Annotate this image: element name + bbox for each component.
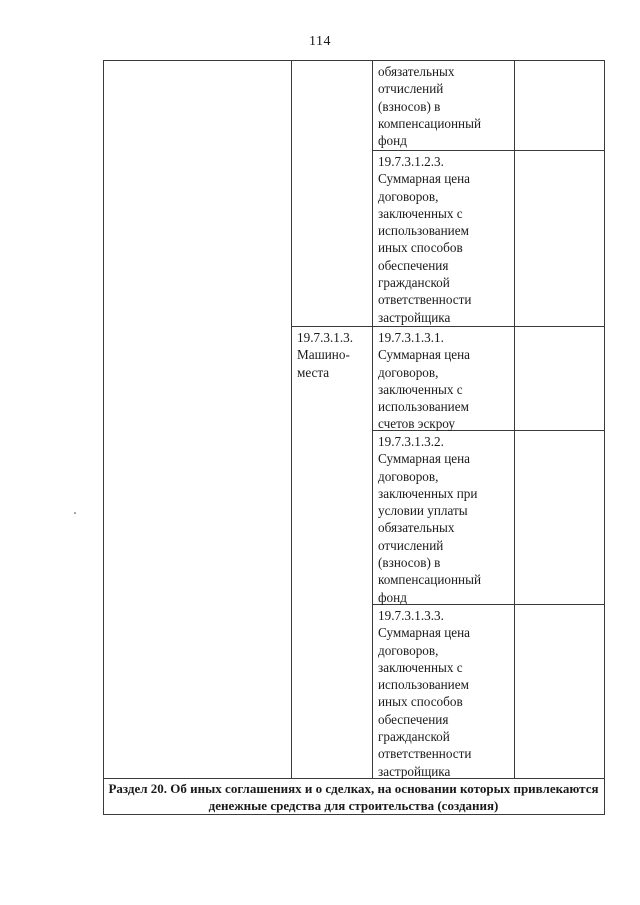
- cell-contributions-fund: обязательных отчислений (взносов) в компенсационный фонд: [378, 64, 482, 149]
- section-row-bottom: [103, 814, 605, 815]
- page-number: 114: [309, 34, 331, 49]
- cell-19-7-3-1-3-1: 19.7.3.1.3.1. Суммарная цена договоров, заключенных с использованием счетов эскроу: [378, 330, 471, 432]
- section-20-title: Раздел 20. Об иных соглашениях и о сделках, на основании которых привлекаются денежные средства для строительства (создания): [108, 781, 599, 813]
- row-separator-2: [291, 326, 605, 327]
- table-border-left: [103, 60, 104, 814]
- cell-19-7-3-1-3-3: 19.7.3.1.3.3. Суммарная цена договоров, заключенных с использованием иных способов обеспечения гражданской ответственности застройщика: [378, 608, 472, 779]
- table-border-right: [604, 60, 605, 814]
- cell-parking-group: 19.7.3.1.3. Машино- места: [297, 330, 354, 380]
- table-border-top: [103, 60, 605, 61]
- cell-19-7-3-1-3-2: 19.7.3.1.3.2. Суммарная цена договоров, заключенных при условии уплаты обязательных отчислений (взносов) в компенсационный фонд: [378, 434, 482, 605]
- column-separator-3: [514, 60, 515, 778]
- column-separator-1: [291, 60, 292, 778]
- section-row-top: [103, 778, 605, 779]
- cell-19-7-3-1-2-3: 19.7.3.1.2.3. Суммарная цена договоров, заключенных с использованием иных способов обеспечения гражданской ответственности застройщика: [378, 154, 472, 325]
- row-separator-1: [372, 150, 605, 151]
- scan-speck: [74, 512, 76, 514]
- column-separator-2: [372, 60, 373, 778]
